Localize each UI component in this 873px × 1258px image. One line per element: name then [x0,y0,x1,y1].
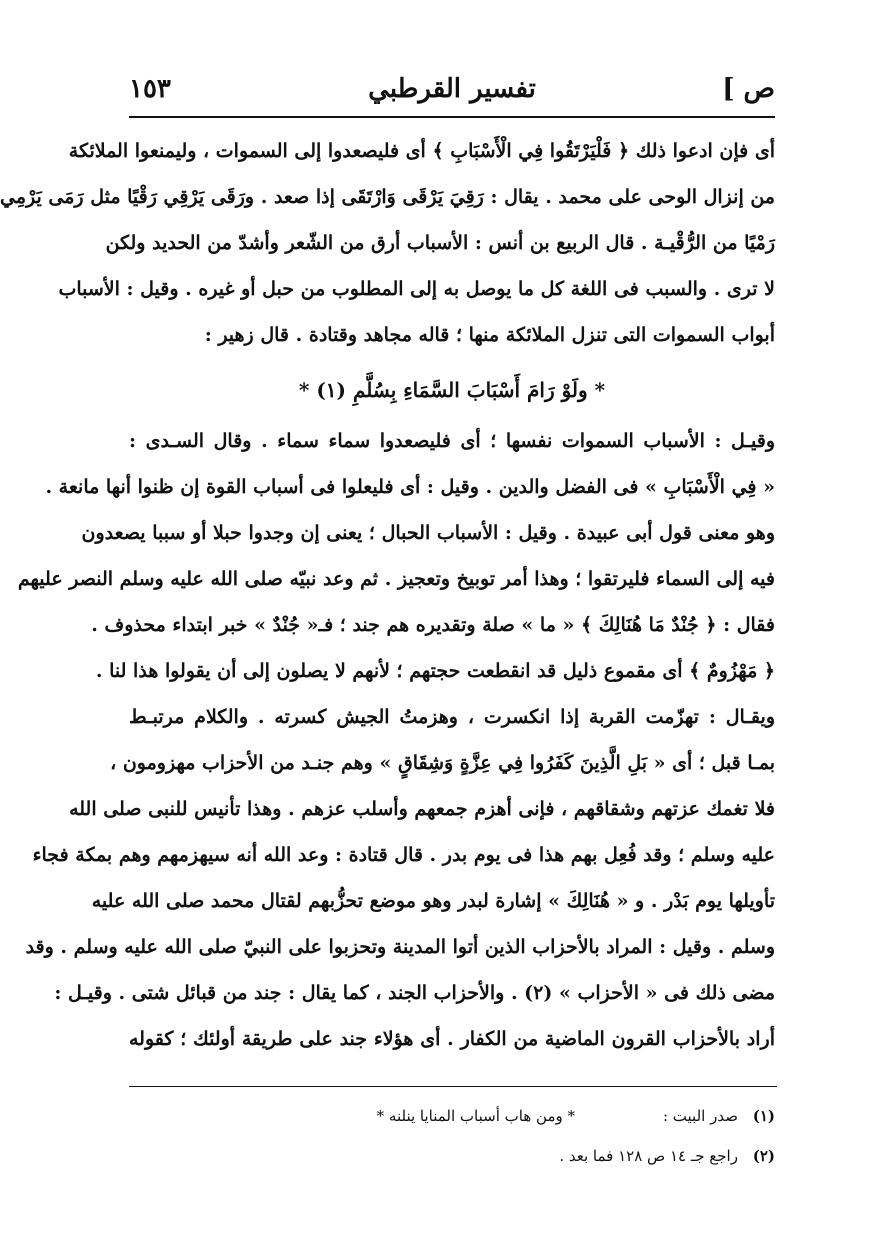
text-line-7: « فِي الْأَسْبَابِ » فى الفضل والدين . وقيل : أى فليعلوا فى أسباب القوة إن ظنوا أنها مانعة . [45,476,775,498]
footnote-separator [129,1086,777,1087]
text-line-12: ويقـال : تهزّمت القربة إذا انكسرت ، وهزمتُ الجيش كسرته . والكلام مرتبـط [129,706,775,728]
text-line-15: عليه وسلم ؛ وقد فُعِل بهم هذا فى يوم بدر . قال قتادة : وعد الله أنه سيهزمهم وهم بمكة فجاء [32,844,775,866]
text-line-10: فقال : ﴿ جُنْدٌ مَا هُنَالِكَ ﴾ « ما » صلة وتقديره هم جند ؛ فـ« جُنْدٌ » خبر ابتداء محذوف . [91,614,775,636]
text-line-16: تأويلها يوم بَدْر . و « هُنَالِكَ » إشارة لبدر وهو موضع تحزُّبهم لقتال محمد صلى الله عليه [91,890,775,912]
footnotes [129,1096,775,1176]
sura-mark: ص ] [722,74,775,104]
text-line-3: رَمْيًا من الرُّقْيـة . قال الربيع بن أنس : الأسباب أرق من الشّعر وأشدّ من الحديد ولكن [105,232,775,254]
text-line-4: لا ترى . والسبب فى اللغة كل ما يوصل به إلى المطلوب من حبل أو غيره . وقيل : الأسباب [58,278,775,300]
text-line-18: مضى ذلك فى « الأحزاب » (٢) . والأحزاب الجند ، كما يقال : جند من قبائل شتى . وقيـل : [54,982,775,1004]
text-line-5: أبواب السموات التى تنزل الملائكة منها ؛ قاله مجاهد وقتادة . قال زهير : [204,324,775,346]
text-line-17: وسلم . وقيل : المراد بالأحزاب الذين أتوا المدينة وتحزبوا على النبيّ صلى الله عليه وسلم . وقد [25,936,775,958]
page-header [129,70,775,118]
poetry-verse: * ولَوْ رَامَ أَسْبَابَ السَّمَاءِ بِسُلَّمِ (١) * [298,378,606,402]
footnote-number: (١) [752,1107,775,1125]
footnote-label: صدر البيت : [662,1107,738,1125]
text-line-13: بمـا قبل ؛ أى « بَلِ الَّذِينَ كَفَرُوا فِي عِزَّةٍ وَشِقَاقٍ » وهم جنـد من الأحزاب مهزومون ، [110,752,775,774]
footnote-2 [129,1136,775,1176]
footnote-label: راجع جـ ١٤ ص ١٢٨ فما بعد . [559,1147,738,1165]
footnote-number: (٢) [752,1147,775,1165]
text-line-14: فلا تغمك عزتهم وشقاقهم ، فإنى أهزم جمعهم وأسلب عزهم . وهذا تأنيس للنبى صلى الله [69,798,775,820]
footnote-1 [129,1096,775,1136]
text-line-6: وقيـل : الأسباب السموات نفسها ؛ أى فليصعدوا سماء سماء . وقال السـدى : [129,430,775,452]
text-line-19: أراد بالأحزاب القرون الماضية من الكفار . أى هؤلاء جند على طريقة أولئك ؛ كقوله [129,1028,775,1050]
text-line-11: ﴿ مَهْزُومٌ ﴾ أى مقموع ذليل قد انقطعت حجتهم ؛ لأنهم لا يصلون إلى أن يقولوا هذا لنا . [95,660,775,682]
text-line-9: فيه إلى السماء فليرتقوا ؛ وهذا أمر توبيخ وتعجيز . ثم وعد نبيّه صلى الله عليه وسلم النصر عليهم [17,568,775,590]
footnote-verse: * ومن هاب أسباب المنايا ينلنه * [376,1107,575,1125]
main-text [0,128,775,1062]
text-line-1: أى فإن ادعوا ذلك ﴿ فَلْيَرْتَقُوا فِي الْأَسْبَابِ ﴾ أى فليصعدوا إلى السموات ، وليمنعوا الملائكة [68,140,775,162]
page-number: ١٥٣ [129,74,171,104]
text-line-2: من إنزال الوحى على محمد . يقال : رَقِيَ يَرْقَى وَارْتَقَى إذا صعد . ورَقَى يَرْقِي رَقْيًا مثل رَمَى يَرْمِي [0,186,775,208]
book-title: تفسير القرطبي [368,74,536,104]
text-line-8: وهو معنى قول أبى عبيدة . وقيل : الأسباب الحبال ؛ يعنى إن وجدوا حبلا أو سببا يصعدون [81,522,775,544]
